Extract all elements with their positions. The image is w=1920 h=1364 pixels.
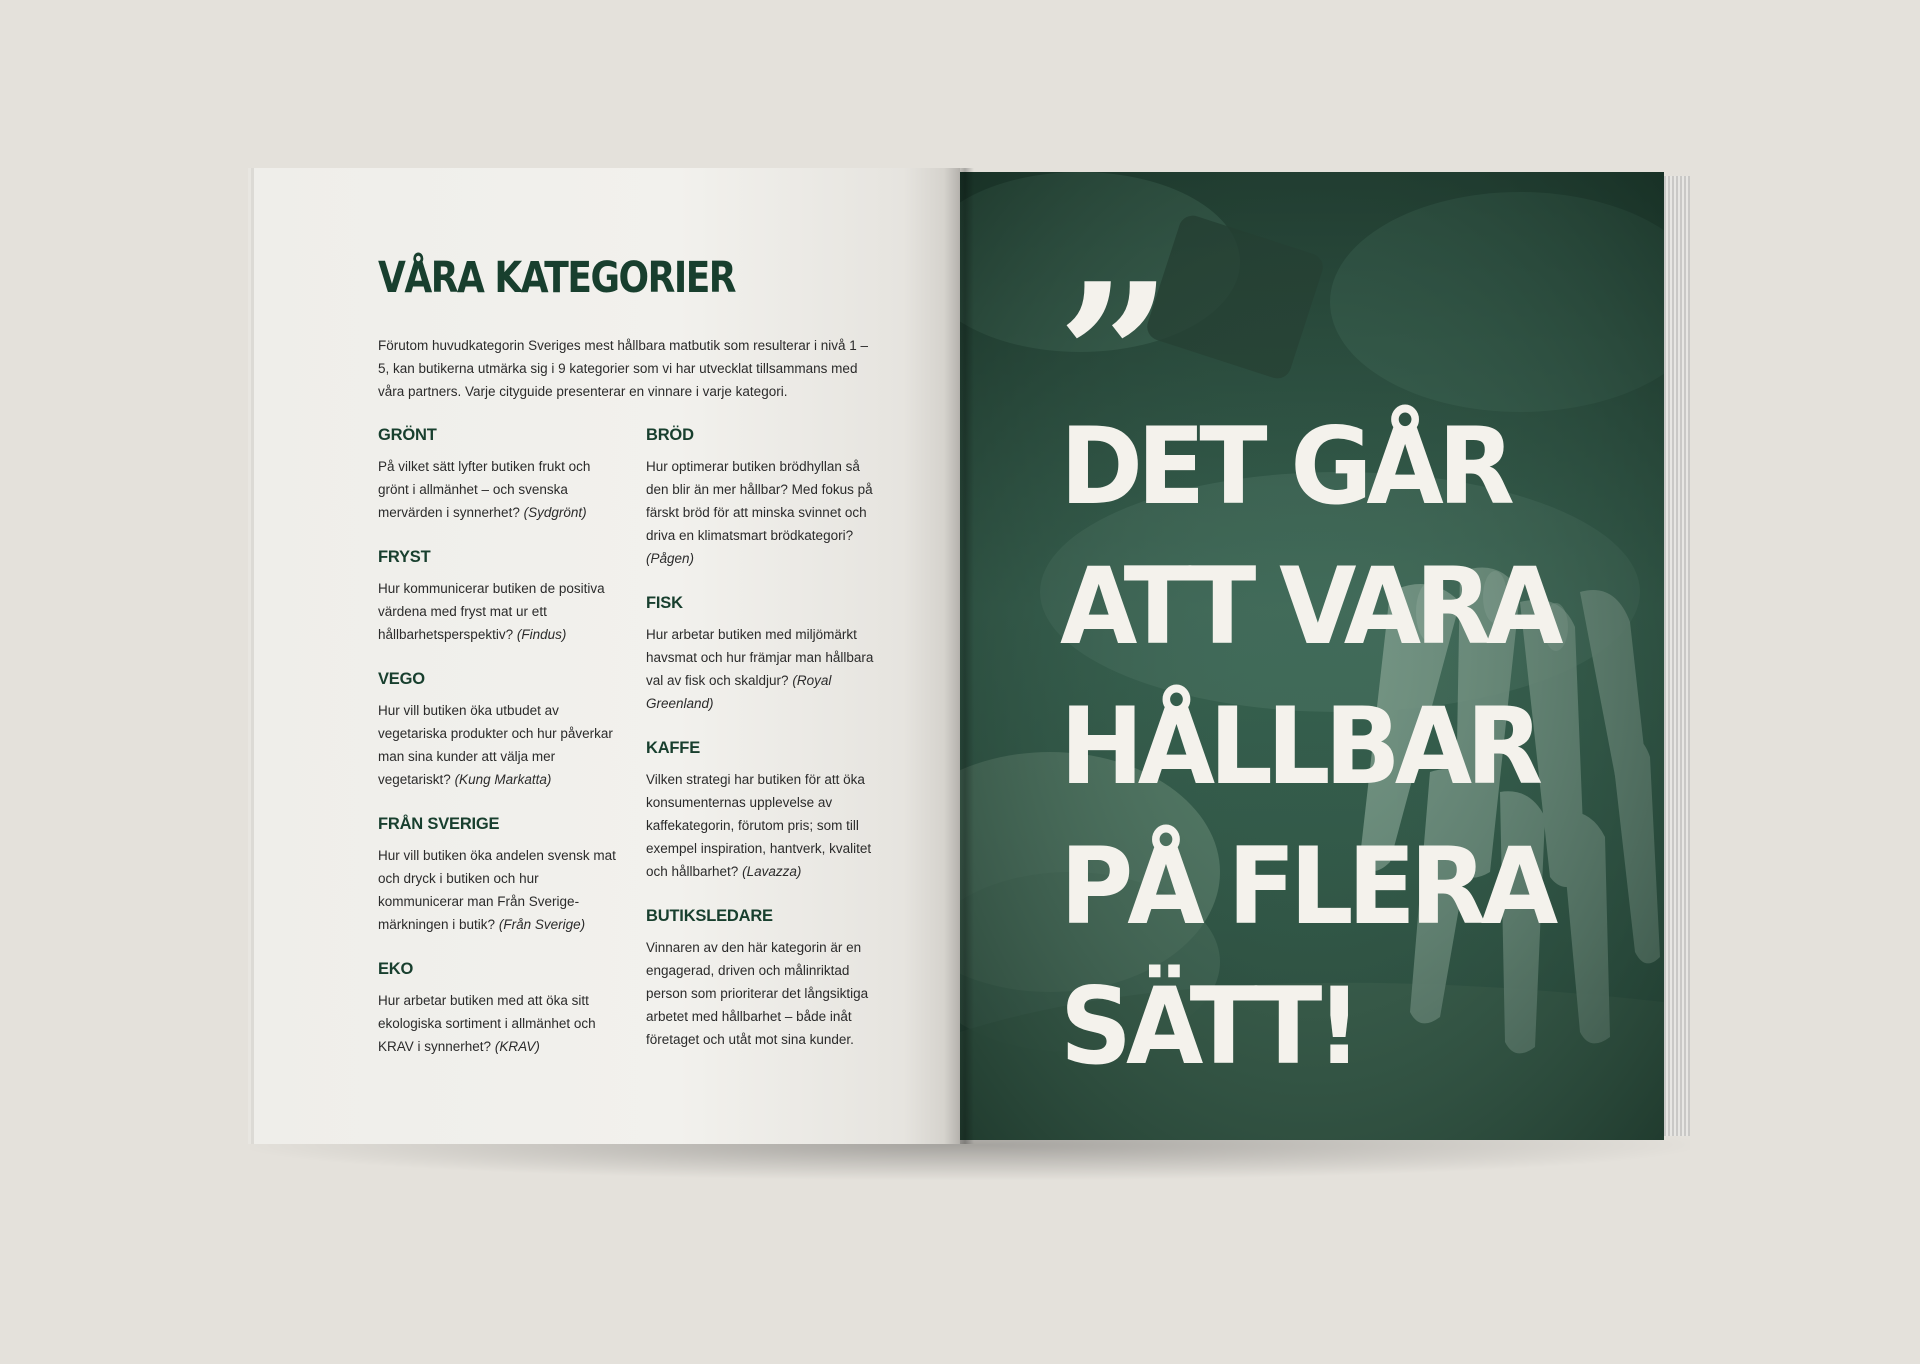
book-spread — [254, 168, 1694, 1144]
category-text: Hur vill butiken öka andelen svensk mat och dryck i butiken och hur kommunicerar man Från Sverige-märkningen i butik? (Från Sverige) — [378, 848, 616, 932]
partner-name: (Pågen) — [646, 551, 695, 566]
partner-name: (Lavazza) — [742, 864, 802, 879]
category-column-left — [378, 426, 618, 1082]
partner-name: (Kung Markatta) — [454, 772, 552, 787]
category-eko — [378, 960, 618, 1058]
category-heading: BUTIKSLEDARE — [646, 907, 773, 925]
category-column-right — [646, 426, 886, 1075]
category-heading: KAFFE — [646, 739, 700, 757]
partner-name: (Royal Greenland) — [646, 673, 832, 711]
pull-quote — [1060, 397, 1620, 1097]
intro-paragraph: Förutom huvudkategorin Sveriges mest hållbara matbutik som resulterar i nivå 1 – 5, kan butikerna utmärka sig i 9 kategorier som vi har utvecklat tillsammans med våra partners. Varje cityguide presenterar en vinnare i varje kategori. — [378, 338, 868, 399]
category-heading: GRÖNT — [378, 426, 437, 444]
category-brod — [646, 426, 886, 570]
partner-name: (Findus) — [516, 627, 567, 642]
page-title: VÅRA KATEGORIER — [378, 254, 736, 303]
category-gront — [378, 426, 618, 524]
category-text: Hur arbetar butiken med att öka sitt ekologiska sortiment i allmänhet och KRAV i synnerhet? (KRAV) — [378, 993, 596, 1054]
category-heading: FRYST — [378, 548, 431, 566]
pull-quote-line: ATT VARA — [1060, 544, 1558, 669]
category-heading: EKO — [378, 960, 414, 978]
category-fryst — [378, 548, 618, 646]
partner-name: (KRAV) — [494, 1039, 540, 1054]
category-heading: VEGO — [378, 670, 425, 688]
category-butiksledare — [646, 907, 886, 1051]
pull-quote-line: PÅ FLERA — [1060, 824, 1553, 949]
category-heading: FRÅN SVERIGE — [378, 815, 500, 833]
category-heading: BRÖD — [646, 426, 694, 444]
category-text: Hur kommunicerar butiken de positiva värdena med fryst mat ur ett hållbarhetsperspektiv? (Findus) — [378, 581, 605, 642]
category-heading: FISK — [646, 594, 683, 612]
category-text: Hur optimerar butiken brödhyllan så den blir än mer hållbar? Med fokus på färskt bröd för att minska svinnet och driva en klimatsmart brödkategori? (Pågen) — [646, 459, 873, 566]
category-text: Hur vill butiken öka utbudet av vegetariska produkter och hur påverkar man sina kunder att välja mer vegetariskt? (Kung Markatta) — [378, 703, 613, 787]
quote-mark-icon: ” — [1057, 240, 1173, 475]
category-text: Vinnaren av den här kategorin är en engagerad, driven och målinriktad person som prioriterar det långsiktiga arbetet med hållbarhet – både inåt företaget och utåt mot sina kunder. — [646, 940, 869, 1047]
pull-quote-line: SÄTT! — [1060, 964, 1356, 1089]
pull-quote-line: DET GÅR — [1060, 404, 1509, 529]
category-text: På vilket sätt lyfter butiken frukt och grönt i allmänhet – och svenska mervärden i synnerhet? (Sydgrönt) — [378, 459, 591, 520]
left-page — [254, 168, 960, 1144]
page-edges — [1664, 176, 1690, 1136]
pull-quote-line: HÅLLBAR — [1060, 684, 1538, 809]
category-vego — [378, 670, 618, 791]
partner-name: (Sydgrönt) — [523, 505, 587, 520]
partner-name: (Från Sverige) — [498, 917, 586, 932]
category-fisk — [646, 594, 886, 715]
category-text: Hur arbetar butiken med miljömärkt havsmat och hur främjar man hållbara val av fisk och skaldjur? (Royal Greenland) — [646, 627, 874, 711]
category-kaffe — [646, 739, 886, 883]
category-fran-sverige — [378, 815, 618, 936]
category-text: Vilken strategi har butiken för att öka konsumenternas upplevelse av kaffekategorin, förutom pris; som till exempel inspiration, hantverk, kvalitet och hållbarhet? (Lavazza) — [646, 772, 872, 879]
right-page — [960, 172, 1664, 1140]
